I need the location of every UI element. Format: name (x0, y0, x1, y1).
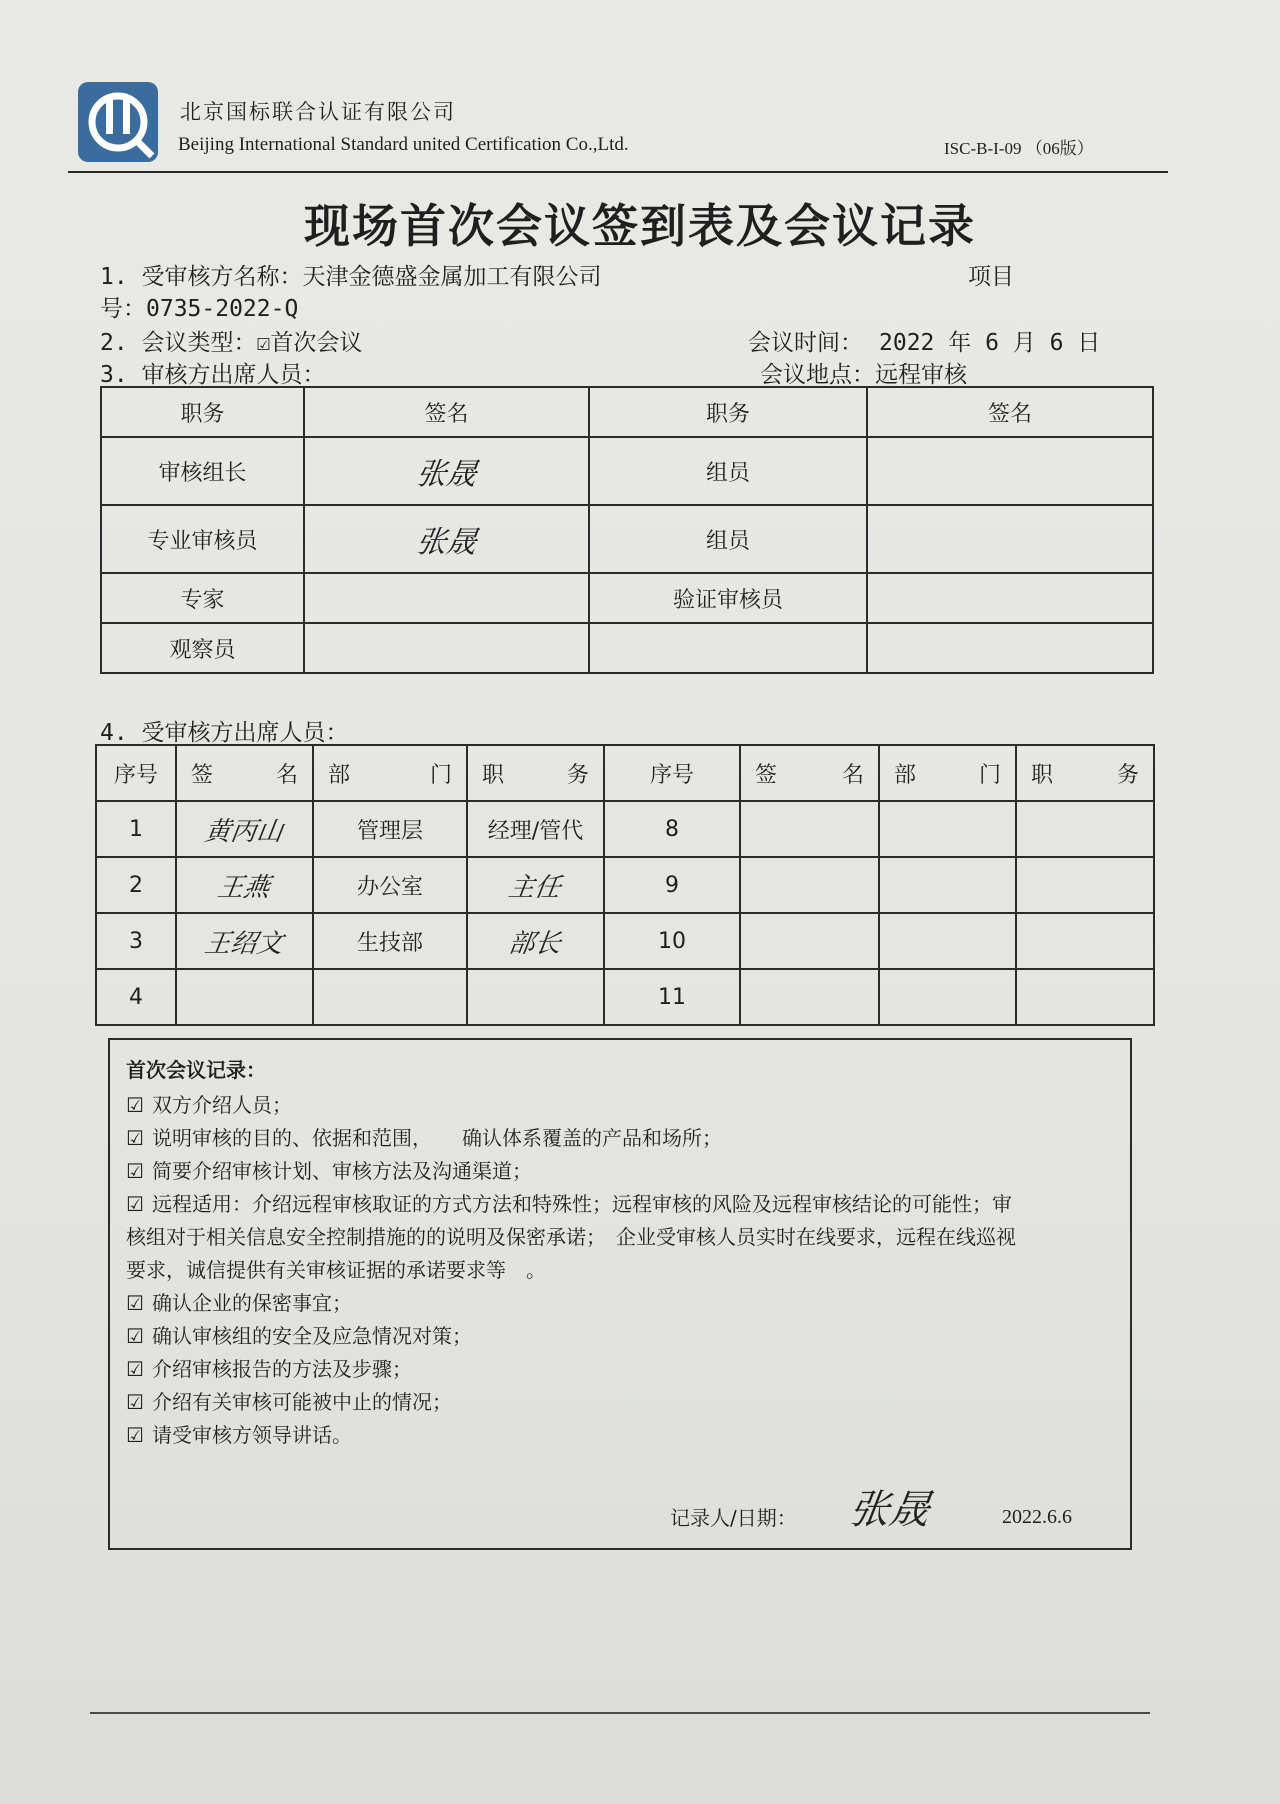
header-dept-a: 部 (894, 762, 917, 788)
signature-cell (176, 857, 313, 913)
role-cell (467, 969, 604, 1025)
auditor-table-header (101, 387, 1153, 437)
record-item-text: 远程适用：介绍远程审核取证的方式方法和特殊性；远程审核的风险及远程审核结论的可能性；审 (152, 1192, 1012, 1216)
header-sign-a: 签 (755, 762, 778, 788)
header-role-b: 务 (1116, 762, 1139, 788)
row-number: 10 (604, 913, 740, 969)
empty-cell (740, 969, 879, 1025)
recorder-signature: 张晟 (846, 1487, 933, 1533)
header-sign-b: 名 (841, 762, 864, 788)
empty-cell (879, 969, 1016, 1025)
role-cell: 组员 (589, 505, 867, 573)
auditor-attendees-label: 3. 审核方出席人员： (100, 362, 326, 388)
header-sign-a: 签 (191, 762, 214, 788)
checkbox-checked-icon: ☑ (126, 1324, 144, 1348)
role-cell: 验证审核员 (589, 573, 867, 623)
company-name-en: Beijing International Standard united Certification Co.,Ltd. (178, 134, 629, 155)
row-number: 9 (604, 857, 740, 913)
empty-cell (740, 913, 879, 969)
meeting-time-label: 会议时间： (748, 330, 863, 356)
signature-cell (304, 573, 589, 623)
role-cell: 专业审核员 (101, 505, 304, 573)
record-date: 2022.6.6 (1002, 1506, 1072, 1528)
table-row (101, 623, 1153, 673)
header-dept-2 (879, 745, 1016, 801)
project-label: 项目 (968, 264, 1014, 290)
header-role-2: 职务 (589, 387, 867, 437)
empty-cell (1016, 801, 1154, 857)
table-row (96, 801, 1154, 857)
empty-cell (1016, 913, 1154, 969)
row-number: 2 (96, 857, 176, 913)
row-number: 11 (604, 969, 740, 1025)
record-item (126, 1353, 1116, 1386)
signature-cell (176, 801, 313, 857)
table-row (101, 437, 1153, 505)
role-cell (467, 857, 604, 913)
checkbox-checked-icon: ☑ (126, 1291, 144, 1315)
handwritten-signature: 王绍文 (203, 928, 286, 959)
record-item (126, 1386, 1116, 1419)
role-cell: 审核组长 (101, 437, 304, 505)
record-item (126, 1188, 1116, 1221)
role-cell: 观察员 (101, 623, 304, 673)
header-no: 序号 (96, 745, 176, 801)
record-item-text: 介绍有关审核可能被中止的情况； (152, 1390, 452, 1414)
meeting-type: ☑首次会议 (256, 330, 363, 356)
department-cell: 管理层 (313, 801, 467, 857)
meeting-place-line (760, 356, 967, 389)
record-item (126, 1419, 1116, 1452)
record-item-continuation: 要求，诚信提供有关审核证据的承诺要求等 。 (126, 1258, 546, 1282)
handwritten-signature: 张晟 (413, 457, 479, 492)
record-item-text: 确认审核组的安全及应急情况对策； (152, 1324, 472, 1348)
header-sign-1: 签名 (304, 387, 589, 437)
header-sign-2 (740, 745, 879, 801)
handwritten-role: 部长 (507, 928, 564, 959)
role-cell: 专家 (101, 573, 304, 623)
table-row (101, 505, 1153, 573)
empty-cell (1016, 969, 1154, 1025)
auditee-label: 1. 受审核方名称： (100, 264, 303, 290)
auditee-name: 天津金德盛金属加工有限公司 (302, 264, 602, 290)
meeting-time-line (748, 324, 1100, 357)
header-dept (313, 745, 467, 801)
row-number: 8 (604, 801, 740, 857)
record-item (126, 1122, 1116, 1155)
signature-cell (176, 969, 313, 1025)
checkbox-checked-icon: ☑ (126, 1357, 144, 1381)
auditee-line (100, 258, 602, 291)
role-cell: 组员 (589, 437, 867, 505)
row-number: 3 (96, 913, 176, 969)
handwritten-signature: 黄丙山 (203, 816, 286, 847)
footer-rule (90, 1712, 1150, 1714)
table-row (101, 573, 1153, 623)
role-cell (589, 623, 867, 673)
empty-cell (1016, 857, 1154, 913)
form-code: ISC-B-I-09 （06版） (944, 139, 1094, 158)
signature-cell (867, 573, 1153, 623)
header-dept-a: 部 (328, 762, 351, 788)
empty-cell (740, 801, 879, 857)
record-title: 首次会议记录： (126, 1058, 266, 1082)
record-item-text: 介绍审核报告的方法及步骤； (152, 1357, 412, 1381)
empty-cell (879, 801, 1016, 857)
header-sign-b: 名 (275, 762, 298, 788)
checkbox-checked-icon: ☑ (126, 1192, 144, 1216)
checkbox-checked-icon: ☑ (126, 1093, 144, 1117)
header-rule (68, 171, 1168, 173)
meeting-place-label: 会议地点： (760, 362, 875, 388)
table-row (96, 969, 1154, 1025)
record-item (126, 1089, 1116, 1122)
record-item (126, 1287, 1116, 1320)
department-cell: 生技部 (313, 913, 467, 969)
project-number: 号：0735-2022-Q (100, 296, 299, 322)
checkbox-checked-icon: ☑ (126, 1390, 144, 1414)
header-sign (176, 745, 313, 801)
recorder-label: 记录人/日期： (670, 1506, 797, 1530)
record-item-continuation: 核组对于相关信息安全控制措施的的说明及保密承诺； 企业受审核人员实时在线要求，远程在线巡视 (126, 1225, 1016, 1249)
signature-cell (304, 437, 589, 505)
department-cell: 办公室 (313, 857, 467, 913)
handwritten-role: 主任 (507, 872, 564, 903)
header-dept-b: 门 (429, 762, 452, 788)
auditee-attendees-label: 4. 受审核方出席人员： (100, 720, 349, 746)
empty-cell (879, 913, 1016, 969)
signature-cell (304, 505, 589, 573)
checkbox-checked-icon: ☑ (126, 1423, 144, 1447)
company-name-cn: 北京国标联合认证有限公司 (180, 100, 456, 124)
role-cell (467, 913, 604, 969)
header-dept-b: 门 (978, 762, 1001, 788)
record-item-text: 双方介绍人员； (152, 1093, 292, 1117)
signature-cell (867, 437, 1153, 505)
meeting-place: 远程审核 (875, 362, 967, 388)
handwritten-signature: 张晟 (413, 525, 479, 560)
meeting-time: 2022 年 6 月 6 日 (879, 330, 1101, 356)
document-title: 现场首次会议签到表及会议记录 (304, 199, 976, 253)
auditee-table-header (96, 745, 1154, 801)
record-item (126, 1155, 1116, 1188)
header-role-b: 务 (566, 762, 589, 788)
header-role-2 (1016, 745, 1154, 801)
record-item-text: 说明审核的目的、依据和范围， 确认体系覆盖的产品和场所； (152, 1126, 722, 1150)
header-role-a: 职 (482, 762, 505, 788)
signature-cell (304, 623, 589, 673)
header-sign-2: 签名 (867, 387, 1153, 437)
signature-cell (867, 623, 1153, 673)
record-item-text: 确认企业的保密事宜； (152, 1291, 352, 1315)
header-role-a: 职 (1031, 762, 1054, 788)
signature-cell (867, 505, 1153, 573)
empty-cell (740, 857, 879, 913)
checkbox-checked-icon: ☑ (126, 1159, 144, 1183)
record-item (126, 1320, 1116, 1353)
header-no-2: 序号 (604, 745, 740, 801)
empty-cell (879, 857, 1016, 913)
signature-cell (176, 913, 313, 969)
handwritten-signature: 王燕 (216, 872, 273, 903)
record-item-text: 请受审核方领导讲话。 (152, 1423, 352, 1447)
auditor-table (100, 386, 1154, 674)
header-role-1: 职务 (101, 387, 304, 437)
role-cell: 经理/管代 (467, 801, 604, 857)
department-cell (313, 969, 467, 1025)
header-role (467, 745, 604, 801)
table-row (96, 913, 1154, 969)
auditee-table (95, 744, 1155, 1026)
meeting-type-line (100, 324, 362, 357)
company-logo (76, 80, 160, 164)
row-number: 1 (96, 801, 176, 857)
checkbox-checked-icon: ☑ (126, 1126, 144, 1150)
row-number: 4 (96, 969, 176, 1025)
record-item-text: 简要介绍审核计划、审核方法及沟通渠道； (152, 1159, 532, 1183)
meeting-type-label: 2. 会议类型： (100, 330, 257, 356)
table-row (96, 857, 1154, 913)
meeting-record-box (108, 1038, 1132, 1550)
